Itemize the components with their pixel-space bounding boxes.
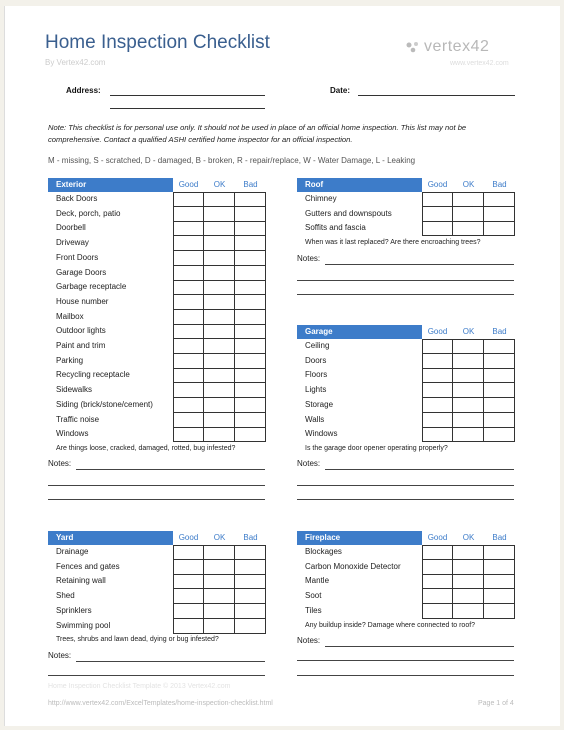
item-label: Carbon Monoxide Detector (305, 561, 401, 571)
notes-line[interactable] (325, 469, 514, 470)
item-label: Fences and gates (56, 561, 120, 571)
checkbox-good[interactable] (422, 383, 453, 398)
item-label: Retaining wall (56, 576, 106, 586)
column-header-ok: OK (462, 180, 475, 189)
checkbox-bad[interactable] (484, 413, 515, 428)
item-label: Ceiling (305, 341, 330, 350)
checkbox-bad[interactable] (235, 295, 266, 310)
checkbox-good[interactable] (173, 207, 204, 222)
column-header-good: Good (427, 533, 448, 542)
checkbox-ok[interactable] (453, 413, 484, 428)
checkbox-good[interactable] (173, 236, 204, 251)
checkbox-ok[interactable] (453, 427, 484, 442)
column-header-good: Good (427, 180, 448, 189)
column-header-bad: Bad (243, 180, 258, 189)
checkbox-ok[interactable] (453, 368, 484, 383)
item-label: Gutters and downspouts (305, 208, 392, 218)
checkbox-bad[interactable] (484, 560, 515, 575)
item-label: Shed (56, 591, 75, 601)
checkbox-good[interactable] (422, 354, 453, 369)
checkbox-bad[interactable] (235, 604, 266, 619)
notes-line[interactable] (297, 675, 514, 676)
item-label: Windows (56, 429, 89, 439)
checkbox-ok[interactable] (204, 324, 235, 339)
checkbox-good[interactable] (422, 398, 453, 413)
date-field[interactable] (358, 95, 515, 96)
checkbox-bad[interactable] (484, 192, 515, 207)
section-title: Fireplace (297, 531, 422, 545)
checkbox-ok[interactable] (204, 427, 235, 442)
checkbox-ok[interactable] (453, 560, 484, 575)
checkbox-good[interactable] (173, 560, 204, 575)
notes-line[interactable] (48, 675, 265, 676)
checkbox-bad[interactable] (484, 207, 515, 222)
checkbox-bad[interactable] (235, 236, 266, 251)
checkbox-bad[interactable] (235, 251, 266, 266)
checkbox-good[interactable] (173, 545, 204, 560)
notes-line[interactable] (48, 485, 265, 486)
checkbox-ok[interactable] (453, 383, 484, 398)
section-title: Exterior (48, 178, 173, 192)
checkbox-good[interactable] (173, 310, 204, 325)
checkbox-ok[interactable] (453, 339, 484, 354)
checkbox-bad[interactable] (235, 619, 266, 634)
checkbox-good[interactable] (173, 427, 204, 442)
section-title: Yard (48, 531, 173, 545)
checkbox-ok[interactable] (204, 221, 235, 236)
item-label: Chimney (305, 194, 337, 203)
checkbox-bad[interactable] (235, 207, 266, 222)
logo-text: vertex42 (424, 38, 490, 55)
checkbox-bad[interactable] (235, 413, 266, 428)
section-question: When was it last replaced? Are there encroaching trees? (305, 239, 481, 247)
notes-label: Notes: (297, 459, 321, 468)
item-label: Paint and trim (56, 341, 106, 350)
notes-line[interactable] (325, 264, 514, 265)
item-label: Swimming pool (56, 620, 111, 630)
checkbox-bad[interactable] (484, 354, 515, 369)
item-label: Back Doors (56, 194, 98, 203)
item-label: House number (56, 296, 109, 306)
checkbox-bad[interactable] (484, 221, 515, 236)
item-label: Driveway (56, 238, 89, 248)
item-label: Sprinklers (56, 605, 92, 615)
logo-icon (405, 41, 421, 53)
section-question: Trees, shrubs and lawn dead, dying or bug infested? (56, 636, 219, 644)
checkbox-good[interactable] (422, 589, 453, 604)
checkbox-bad[interactable] (235, 221, 266, 236)
page-title: Home Inspection Checklist (45, 32, 270, 53)
checkbox-good[interactable] (173, 589, 204, 604)
notes-label: Notes: (48, 459, 72, 468)
column-header-bad: Bad (492, 533, 507, 542)
item-label: Mantle (305, 576, 330, 586)
item-label: Traffic noise (56, 414, 100, 424)
column-header-ok: OK (462, 327, 475, 336)
checkbox-good[interactable] (422, 545, 453, 560)
item-label: Drainage (56, 547, 89, 556)
checkbox-ok[interactable] (204, 604, 235, 619)
item-label: Floors (305, 370, 328, 380)
checkbox-bad[interactable] (235, 368, 266, 383)
checkbox-bad[interactable] (484, 339, 515, 354)
item-label: Soffits and fascia (305, 223, 366, 233)
faint-copyright: Home Inspection Checklist Template © 2013 Vertex42.com (48, 683, 231, 690)
date-label: Date: (330, 86, 351, 95)
item-label: Storage (305, 399, 334, 409)
address-label: Address: (66, 86, 101, 95)
item-label: Sidewalks (56, 385, 93, 395)
notes-label: Notes: (48, 651, 72, 660)
item-label: Lights (305, 385, 327, 395)
checkbox-ok[interactable] (204, 383, 235, 398)
checkbox-bad[interactable] (235, 398, 266, 413)
address-field-line2[interactable] (110, 108, 265, 109)
notes-line[interactable] (48, 499, 265, 500)
item-label: Doorbell (56, 223, 86, 233)
checkbox-good[interactable] (173, 221, 204, 236)
notes-label: Notes: (297, 636, 321, 645)
item-label: Deck, porch, patio (56, 208, 121, 218)
column-header-good: Good (178, 180, 199, 189)
checkbox-ok[interactable] (204, 574, 235, 589)
section-title: Roof (297, 178, 422, 192)
checkbox-bad[interactable] (235, 192, 266, 207)
checkbox-good[interactable] (422, 560, 453, 575)
checkbox-good[interactable] (422, 207, 453, 222)
checkbox-good[interactable] (173, 192, 204, 207)
checkbox-ok[interactable] (204, 207, 235, 222)
section-question: Is the garage door opener operating properly? (305, 444, 448, 452)
checkbox-bad[interactable] (235, 339, 266, 354)
checkbox-ok[interactable] (453, 398, 484, 413)
column-header-good: Good (427, 327, 448, 336)
column-header-good: Good (178, 533, 199, 542)
checkbox-ok[interactable] (453, 192, 484, 207)
checkbox-ok[interactable] (453, 604, 484, 619)
checkbox-ok[interactable] (204, 619, 235, 634)
column-header-bad: Bad (492, 180, 507, 189)
checkbox-good[interactable] (173, 604, 204, 619)
checkbox-ok[interactable] (204, 413, 235, 428)
notes-line[interactable] (297, 499, 514, 500)
checkbox-bad[interactable] (235, 266, 266, 281)
checkbox-good[interactable] (422, 604, 453, 619)
checkbox-bad[interactable] (484, 398, 515, 413)
checkbox-bad[interactable] (484, 427, 515, 442)
checkbox-bad[interactable] (235, 427, 266, 442)
checkbox-ok[interactable] (453, 589, 484, 604)
checkbox-good[interactable] (173, 280, 204, 295)
checkbox-bad[interactable] (235, 383, 266, 398)
item-label: Mailbox (56, 311, 84, 321)
item-label: Garbage receptacle (56, 282, 127, 292)
checkbox-ok[interactable] (204, 545, 235, 560)
disclaimer-note: Note: This checklist is for personal use only. It should not be used in place of an official home inspection. This list may not be comprehensive. Contact a qualified ASHI certified home inspector for an official inspection. (48, 123, 467, 144)
checkbox-ok[interactable] (204, 310, 235, 325)
section-question: Any buildup inside? Damage where connected to roof? (305, 621, 476, 629)
checkbox-bad[interactable] (235, 574, 266, 589)
notes-line[interactable] (76, 469, 265, 470)
checkbox-ok[interactable] (453, 574, 484, 589)
checkbox-ok[interactable] (204, 339, 235, 354)
checkbox-good[interactable] (173, 354, 204, 369)
checkbox-good[interactable] (173, 324, 204, 339)
column-header-ok: OK (213, 533, 226, 542)
checkbox-ok[interactable] (204, 236, 235, 251)
notes-line[interactable] (297, 294, 514, 295)
item-label: Recycling receptacle (56, 370, 130, 380)
checkbox-bad[interactable] (235, 354, 266, 369)
checkbox-ok[interactable] (204, 589, 235, 604)
item-label: Parking (56, 355, 84, 365)
item-label: Windows (305, 429, 338, 439)
checkbox-good[interactable] (422, 413, 453, 428)
column-header-ok: OK (462, 533, 475, 542)
footer-url[interactable]: http://www.vertex42.com/ExcelTemplates/home-inspection-checklist.html (48, 700, 273, 707)
checkbox-good[interactable] (173, 339, 204, 354)
condition-legend: M - missing, S - scratched, D - damaged, B - broken, R - repair/replace, W - Water Damage, L - Leaking (48, 156, 416, 165)
checkbox-ok[interactable] (204, 280, 235, 295)
notes-line[interactable] (325, 646, 514, 647)
notes-line[interactable] (297, 660, 514, 661)
checkbox-ok[interactable] (204, 295, 235, 310)
checkbox-ok[interactable] (204, 398, 235, 413)
checkbox-good[interactable] (422, 574, 453, 589)
notes-line[interactable] (297, 280, 514, 281)
checkbox-ok[interactable] (453, 545, 484, 560)
checkbox-ok[interactable] (204, 560, 235, 575)
item-label: Siding (brick/stone/cement) (56, 399, 153, 409)
section-question: Are things loose, cracked, damaged, rotted, bug infested? (56, 444, 236, 452)
checkbox-bad[interactable] (484, 383, 515, 398)
checkbox-bad[interactable] (235, 310, 266, 325)
item-label: Outdoor lights (56, 326, 106, 336)
checkbox-good[interactable] (173, 619, 204, 634)
checkbox-good[interactable] (173, 413, 204, 428)
checkbox-bad[interactable] (235, 589, 266, 604)
logo-tagline: www.vertex42.com (450, 60, 509, 67)
checkbox-good[interactable] (173, 295, 204, 310)
item-label: Blockages (305, 547, 342, 556)
checkbox-ok[interactable] (453, 221, 484, 236)
column-header-bad: Bad (492, 327, 507, 336)
item-label: Walls (305, 414, 325, 424)
column-header-bad: Bad (243, 533, 258, 542)
checkbox-good[interactable] (173, 398, 204, 413)
checkbox-bad[interactable] (235, 280, 266, 295)
checkbox-good[interactable] (422, 192, 453, 207)
checkbox-good[interactable] (173, 368, 204, 383)
checkbox-good[interactable] (422, 368, 453, 383)
notes-line[interactable] (297, 485, 514, 486)
checkbox-good[interactable] (173, 266, 204, 281)
notes-label: Notes: (297, 254, 321, 263)
checkbox-bad[interactable] (235, 560, 266, 575)
checkbox-ok[interactable] (204, 266, 235, 281)
item-label: Soot (305, 591, 322, 601)
checkbox-good[interactable] (173, 383, 204, 398)
checkbox-bad[interactable] (235, 324, 266, 339)
item-label: Doors (305, 355, 327, 365)
checkbox-ok[interactable] (204, 354, 235, 369)
checkbox-good[interactable] (173, 251, 204, 266)
checkbox-bad[interactable] (484, 604, 515, 619)
page-number: Page 1 of 4 (478, 700, 514, 707)
item-label: Front Doors (56, 252, 99, 262)
checkbox-bad[interactable] (484, 368, 515, 383)
checkbox-good[interactable] (422, 221, 453, 236)
checkbox-ok[interactable] (453, 354, 484, 369)
checkbox-bad[interactable] (484, 545, 515, 560)
checkbox-bad[interactable] (235, 545, 266, 560)
checkbox-good[interactable] (422, 427, 453, 442)
checkbox-ok[interactable] (453, 207, 484, 222)
checkbox-ok[interactable] (204, 251, 235, 266)
item-label: Garage Doors (56, 267, 107, 277)
page-subtitle: By Vertex42.com (45, 58, 106, 67)
notes-line[interactable] (76, 661, 265, 662)
column-header-ok: OK (213, 180, 226, 189)
checkbox-bad[interactable] (484, 589, 515, 604)
checkbox-good[interactable] (173, 574, 204, 589)
item-label: Tiles (305, 605, 322, 615)
checkbox-bad[interactable] (484, 574, 515, 589)
vertex42-logo (405, 38, 489, 56)
address-field[interactable] (110, 95, 265, 96)
section-title: Garage (297, 325, 422, 339)
checkbox-ok[interactable] (204, 192, 235, 207)
checkbox-ok[interactable] (204, 368, 235, 383)
checkbox-good[interactable] (422, 339, 453, 354)
